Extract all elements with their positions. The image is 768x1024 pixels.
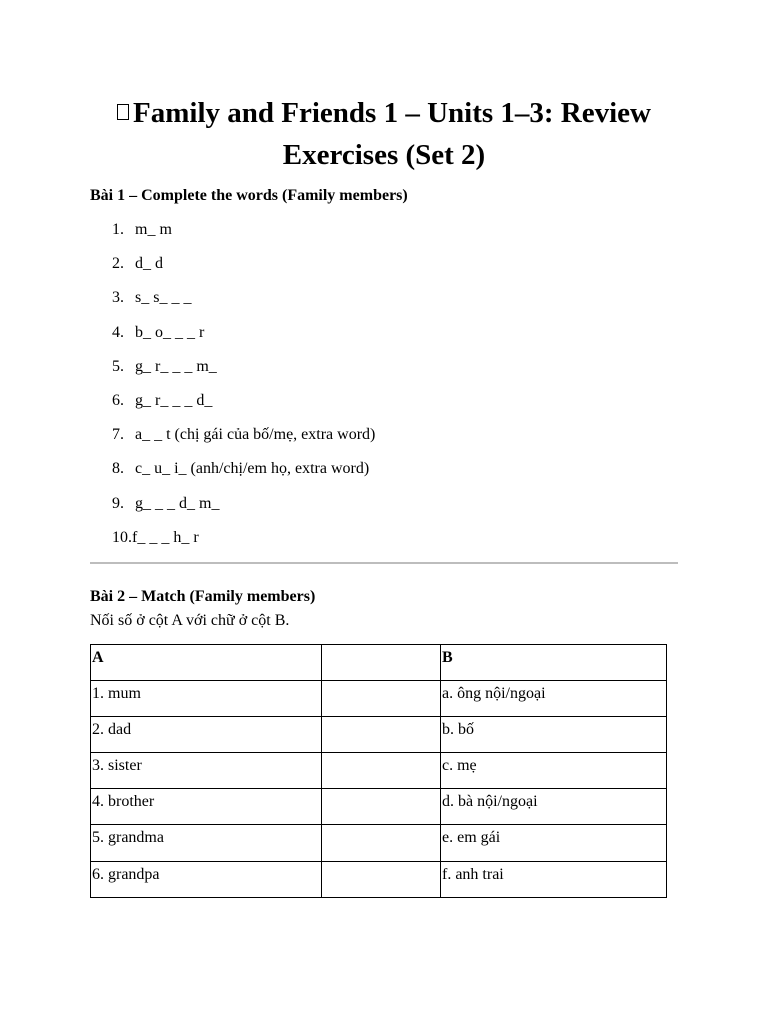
column-a-cell: 1. mum	[91, 681, 322, 717]
item-text: m_ m	[135, 221, 172, 238]
table-row	[91, 717, 667, 753]
item-number: 4.	[112, 323, 124, 341]
table-row	[91, 681, 667, 717]
exercise-1-heading: Bài 1 – Complete the words (Family members)	[90, 187, 408, 204]
column-b-cell: f. anh trai	[441, 861, 667, 897]
item-text: f_ _ _ h_ r	[132, 528, 199, 546]
table-header-row	[91, 645, 667, 681]
item-number: 10.	[112, 528, 132, 546]
exercise-1-word-list	[112, 220, 375, 562]
list-item	[112, 528, 375, 562]
column-a-cell: 4. brother	[91, 789, 322, 825]
answer-cell	[322, 825, 441, 861]
column-b-cell: c. mẹ	[441, 753, 667, 789]
column-a-cell: 5. grandma	[91, 825, 322, 861]
answer-cell	[322, 681, 441, 717]
list-item	[112, 425, 375, 459]
column-a-cell: 3. sister	[91, 753, 322, 789]
item-number: 8.	[112, 460, 124, 478]
table-row	[91, 789, 667, 825]
list-item	[112, 254, 375, 288]
answer-cell	[322, 753, 441, 789]
missing-glyph-icon	[117, 104, 129, 120]
list-item	[112, 288, 375, 322]
table-row	[91, 825, 667, 861]
item-number: 2.	[112, 255, 124, 273]
exercise-2-heading: Bài 2 – Match (Family members)	[90, 588, 316, 605]
list-item	[112, 459, 375, 493]
item-text: d_ d	[135, 255, 163, 273]
item-text: g_ r_ _ _ m_	[135, 357, 217, 375]
column-a-cell: 2. dad	[91, 717, 322, 753]
item-number: 6.	[112, 391, 124, 409]
item-number: 1.	[112, 221, 124, 238]
column-a-header: A	[91, 645, 322, 681]
item-text: b_ o_ _ _ r	[135, 323, 205, 341]
item-number: 7.	[112, 426, 124, 444]
exercise-2-instruction: Nối số ở cột A với chữ ở cột B.	[90, 612, 290, 629]
item-text: s_ s_ _ _	[135, 289, 192, 307]
list-item	[112, 357, 375, 391]
page-title	[60, 92, 708, 176]
matching-table	[90, 644, 667, 898]
list-item	[112, 391, 375, 425]
page-title-text: Family and Friends 1 – Units 1–3: Review Exercises (Set 2)	[133, 97, 651, 171]
answer-column-header	[322, 645, 441, 681]
column-a-cell: 6. grandpa	[91, 861, 322, 897]
item-number: 3.	[112, 289, 124, 307]
item-text: g_ r_ _ _ d_	[135, 391, 213, 409]
item-number: 5.	[112, 357, 124, 375]
list-item	[112, 494, 375, 528]
table-row	[91, 753, 667, 789]
item-number: 9.	[112, 494, 124, 512]
answer-cell	[322, 717, 441, 753]
column-b-cell: a. ông nội/ngoại	[441, 681, 667, 717]
list-item	[112, 323, 375, 357]
answer-cell	[322, 861, 441, 897]
column-b-cell: b. bố	[441, 717, 667, 753]
column-b-cell: e. em gái	[441, 825, 667, 861]
item-text: c_ u_ i_ (anh/chị/em họ, extra word)	[135, 460, 370, 478]
item-text: a_ _ t (chị gái của bố/mẹ, extra word)	[135, 426, 376, 444]
column-b-header: B	[441, 645, 667, 681]
column-b-cell: d. bà nội/ngoại	[441, 789, 667, 825]
table-row	[91, 861, 667, 897]
item-text: g_ _ _ d_ m_	[135, 494, 220, 512]
answer-cell	[322, 789, 441, 825]
list-item	[112, 220, 375, 254]
section-divider	[90, 562, 678, 564]
